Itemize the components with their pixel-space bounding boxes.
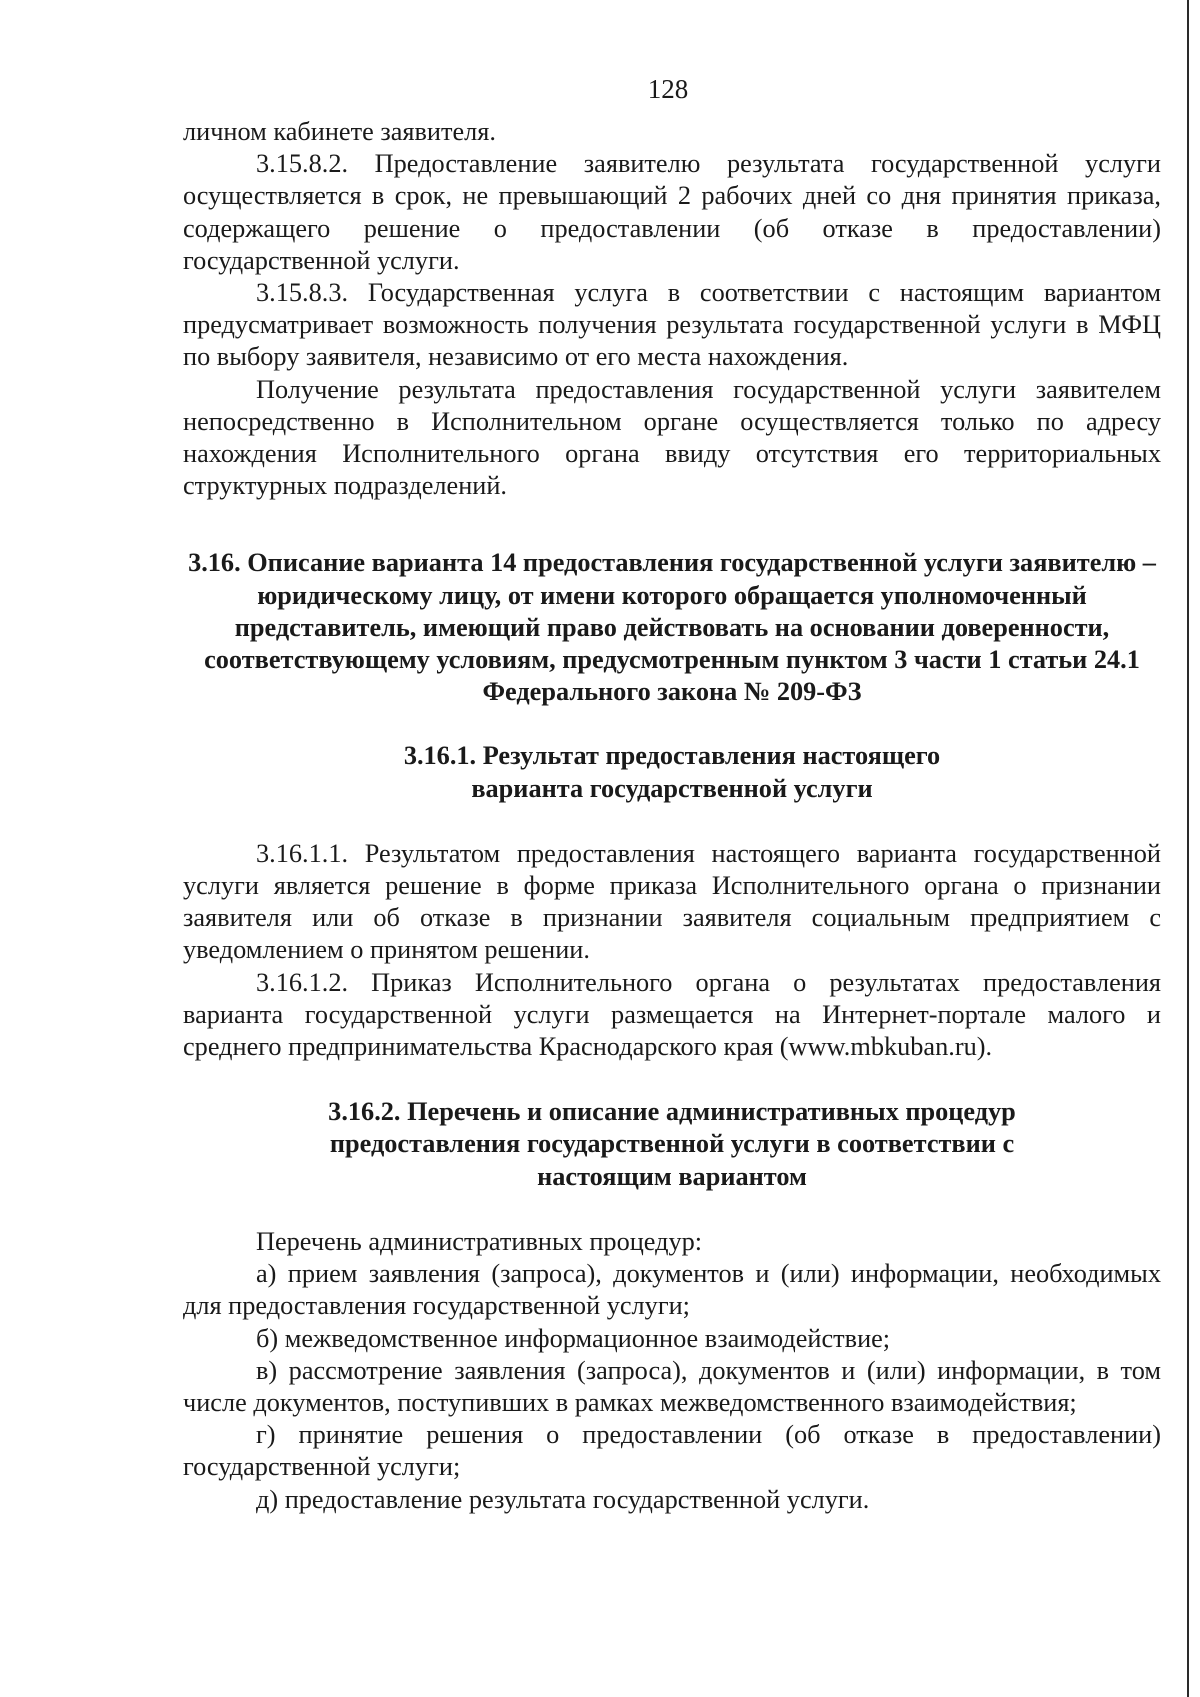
section-heading-3-16: 3.16. Описание варианта 14 предоставления государственной услуги заявителю – юридическому лицу, от имени которого обращается уполномоченный представитель, имеющий право действовать на основании доверенности, соответствующему условиям, предусмотренным пунктом 3 части 1 статьи 24.1 Федерального закона № 209-ФЗ <box>188 548 1156 707</box>
paragraph-continuation: личном кабинете заявителя. <box>183 117 496 146</box>
paragraph-3-15-8-3: 3.15.8.3. Государственная услуга в соответствии с настоящим вариантом предусматривает возможность получения результата государственной услуги в МФЦ по выбору заявителя, независимо от его места нахождения. <box>183 278 1161 372</box>
paragraph-3-16-1-2: 3.16.1.2. Приказ Исполнительного органа о результатах предоставления варианта государственной услуги размещается на Интернет-портале малого и среднего предпринимательства Краснодарского края (www.mbkuban.ru). <box>183 967 1161 1062</box>
document-body <box>183 116 1161 1516</box>
page-number: 128 <box>647 74 689 104</box>
procedures-list-item-d: д) предоставление результата государственной услуги. <box>256 1484 870 1514</box>
procedures-list-item-g: г) принятие решения о предоставлении (об отказе в предоставлении) государственной услуги; <box>183 1420 1161 1482</box>
paragraph-result-receipt: Получение результата предоставления государственной услуги заявителем непосредственно в Исполнительном органе осуществляется только по адресу нахождения Исполнительного органа ввиду отсутствия его территориальных структурных подразделений. <box>183 374 1161 501</box>
scan-edge-line <box>1187 0 1189 1697</box>
paragraph-3-15-8-2: 3.15.8.2. Предоставление заявителю результата государственной услуги осуществляется в срок, не превышающий 2 рабочих дней со дня принятия приказа, содержащего решение о предоставлении (об отказе в предоставлении) государственной услуги. <box>183 149 1161 275</box>
procedures-list-item-b: б) межведомственное информационное взаимодействие; <box>256 1323 891 1353</box>
subsection-heading-3-16-2: 3.16.2. Перечень и описание административных процедур предоставления государственной услуги в соответствии с настоящим вариантом <box>328 1097 1016 1191</box>
subsection-heading-3-16-1: 3.16.1. Результат предоставления настоящего варианта государственной услуги <box>403 741 941 803</box>
procedures-list-intro: Перечень административных процедур: <box>256 1226 703 1256</box>
paragraph-3-16-1-1: 3.16.1.1. Результатом предоставления настоящего варианта государственной услуги является решение в форме приказа Исполнительного органа о признании заявителя или об отказе в признании заявителя социальным предприятием с уведомлением о принятом решении. <box>183 838 1161 965</box>
procedures-list-item-v: в) рассмотрение заявления (запроса), документов и (или) информации, в том числе документов, поступивших в рамках межведомственного взаимодействия; <box>183 1355 1161 1417</box>
procedures-list-item-a: а) прием заявления (запроса), документов и (или) информации, необходимых для предоставления государственной услуги; <box>183 1259 1161 1321</box>
